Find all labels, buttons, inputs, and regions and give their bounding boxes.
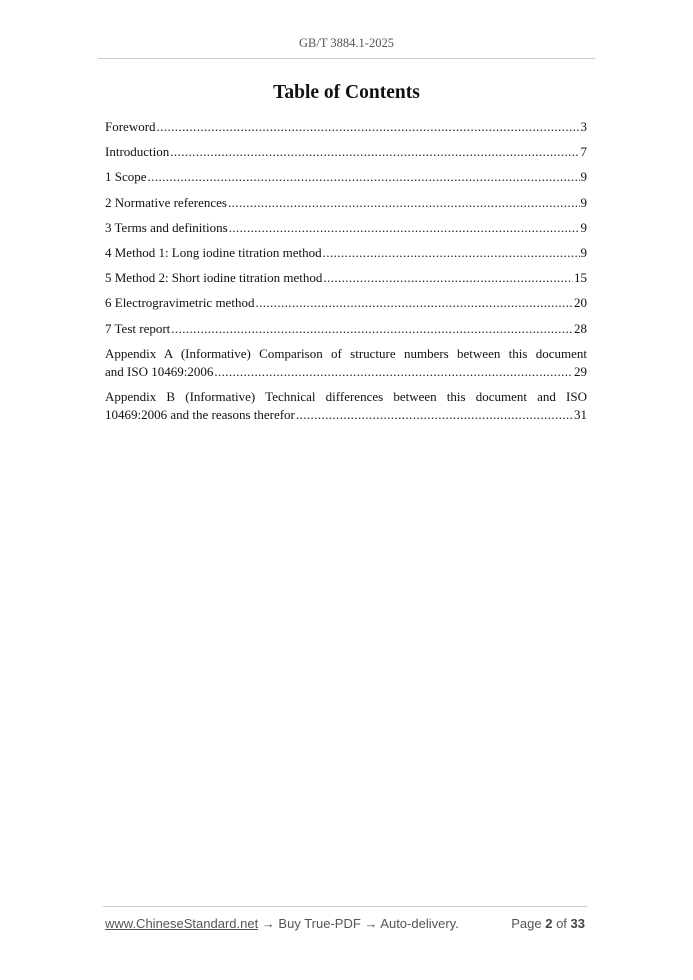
toc-entry-page: 9 [580,194,587,210]
toc-entry-label: 5 Method 2: Short iodine titration method [105,270,323,286]
current-page: 2 [545,916,553,931]
toc-entry-page: 29 [574,363,587,379]
toc-entry[interactable] [105,118,587,143]
toc-entry-label: 3 Terms and definitions [105,219,228,235]
toc-entry-page: 31 [574,406,587,422]
dot-leader [229,219,580,237]
website-link[interactable]: www.ChineseStandard.net [105,916,259,931]
dot-leader [214,363,573,381]
toc-entry-label-line2: 10469:2006 and the reasons therefor [105,406,295,422]
toc-entry-page: 20 [574,295,587,311]
toc-entry[interactable] [105,269,587,294]
footer-divider [103,906,587,907]
toc-entry[interactable] [105,219,587,244]
toc-entry-page: 9 [580,244,587,260]
toc-entry-label: 2 Normative references [105,194,227,210]
toc-entry-appendix[interactable] [105,388,587,424]
toc-entry-appendix[interactable] [105,345,587,381]
footer-promo: → Buy True-PDF → Auto-delivery. [258,916,459,931]
toc-entry-page: 28 [574,320,587,336]
dot-leader [148,168,580,186]
toc-entry-page: 7 [580,144,587,160]
dot-leader [323,269,573,287]
toc-entry-label: Introduction [105,144,170,160]
toc-entry-label: 1 Scope [105,169,147,185]
toc-entry-page: 9 [580,219,587,235]
toc-entry[interactable] [105,143,587,168]
dot-leader [323,244,580,262]
page-title: Table of Contents [273,82,420,103]
dot-leader [170,143,579,161]
table-of-contents [105,118,587,431]
toc-entry[interactable] [105,244,587,269]
toc-entry-label: 4 Method 1: Long iodine titration method [105,244,322,260]
footer [105,916,585,931]
toc-entry[interactable] [105,194,587,219]
page-indicator: Page 2 of 33 [511,916,585,931]
toc-entry-page: 3 [580,119,587,134]
total-pages: 33 [570,916,585,931]
toc-entry-label-line2: and ISO 10469:2006 [105,363,214,379]
toc-entry[interactable] [105,320,587,345]
toc-entry-label: Foreword [105,119,156,134]
toc-entry-label: 6 Electrogravimetric method [105,295,255,311]
toc-entry-label-line1: Appendix B (Informative) Technical differences between this document and ISO [105,388,587,404]
dot-leader [157,118,580,136]
dot-leader [171,320,573,338]
toc-entry-page: 15 [574,270,587,286]
toc-entry[interactable] [105,168,587,193]
dot-leader [296,406,573,424]
header-divider [98,58,595,59]
toc-entry-page: 9 [580,169,587,185]
toc-entry-label: 7 Test report [105,320,171,336]
dot-leader [228,194,580,212]
toc-entry-label-line1: Appendix A (Informative) Comparison of structure numbers between this document [105,345,587,361]
dot-leader [255,294,573,312]
running-header: GB/T 3884.1-2025 [299,36,394,50]
toc-entry[interactable] [105,294,587,319]
